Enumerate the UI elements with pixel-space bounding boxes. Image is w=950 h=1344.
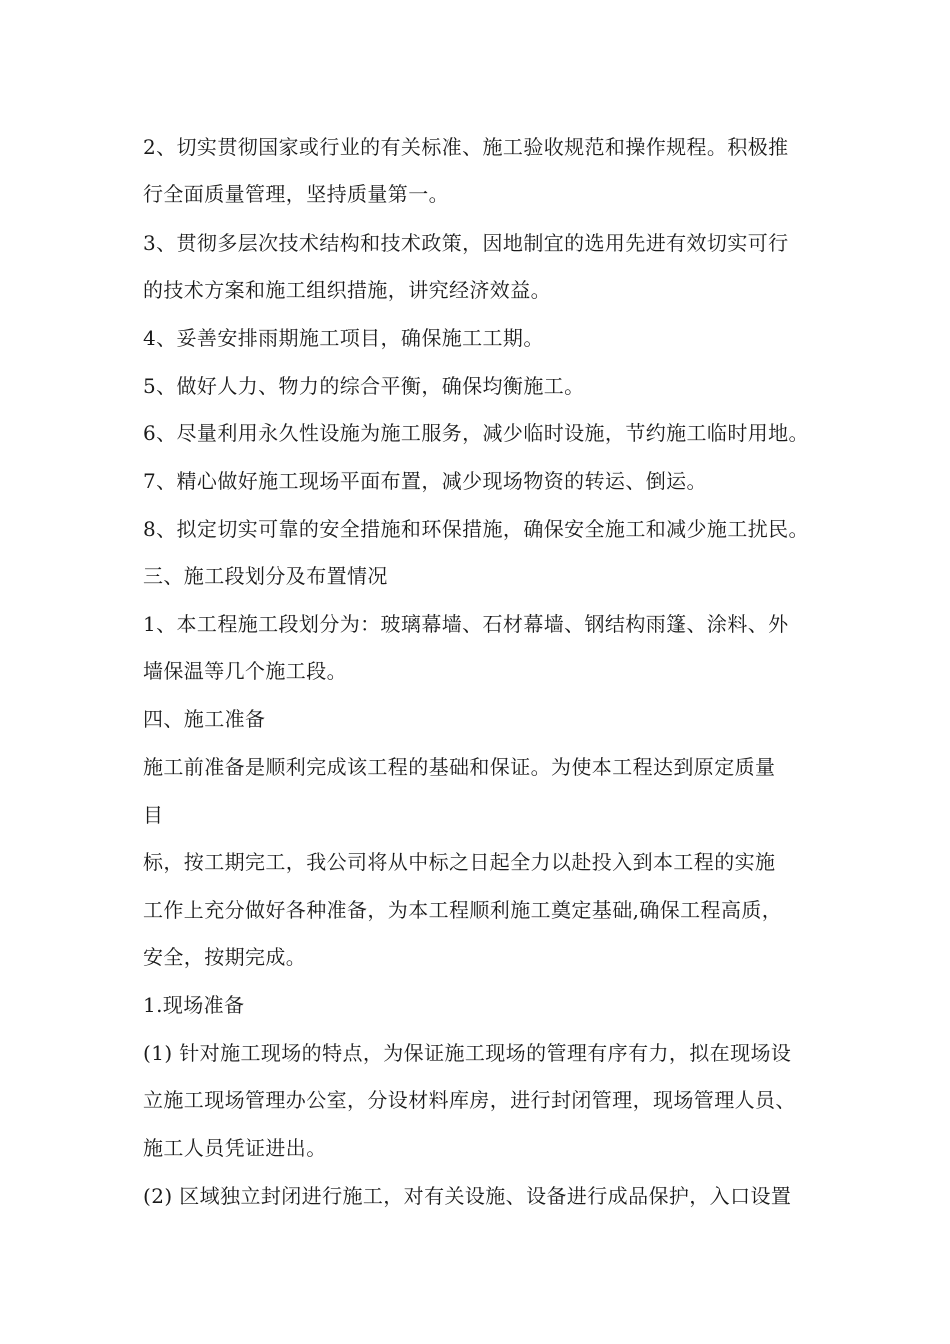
text-line: 安全，按期完成。 bbox=[143, 945, 307, 969]
text-line: 4、妥善安排雨期施工项目，确保施工工期。 bbox=[143, 326, 544, 350]
text-line: (1) 针对施工现场的特点，为保证施工现场的管理有序有力，拟在现场设 bbox=[143, 1041, 792, 1065]
text-line: 1、本工程施工段划分为：玻璃幕墙、石材幕墙、钢结构雨篷、涂料、外 bbox=[143, 612, 789, 636]
text-line: 目 bbox=[143, 803, 164, 827]
text-line: 的技术方案和施工组织措施，讲究经济效益。 bbox=[143, 278, 551, 302]
text-line: 7、精心做好施工现场平面布置，减少现场物资的转运、倒运。 bbox=[143, 469, 707, 493]
section-heading: 四、施工准备 bbox=[143, 707, 266, 731]
text-line: 墙保温等几个施工段。 bbox=[143, 659, 347, 683]
text-line: 标，按工期完工，我公司将从中标之日起全力以赴投入到本工程的实施 bbox=[143, 850, 776, 874]
text-line: (2) 区域独立封闭进行施工，对有关设施、设备进行成品保护，入口设置 bbox=[143, 1184, 792, 1208]
text-line: 2、切实贯彻国家或行业的有关标准、施工验收规范和操作规程。积极推 bbox=[143, 135, 789, 159]
text-line: 3、贯彻多层次技术结构和技术政策，因地制宜的选用先进有效切实可行 bbox=[143, 231, 789, 255]
text-line: 5、做好人力、物力的综合平衡，确保均衡施工。 bbox=[143, 374, 585, 398]
text-line: 施工人员凭证进出。 bbox=[143, 1136, 327, 1160]
text-line: 行全面质量管理，坚持质量第一。 bbox=[143, 182, 449, 206]
subsection-heading: 1.现场准备 bbox=[143, 993, 245, 1017]
section-heading: 三、施工段划分及布置情况 bbox=[143, 564, 388, 588]
text-line: 施工前准备是顺利完成该工程的基础和保证。为使本工程达到原定质量 bbox=[143, 755, 776, 779]
text-line: 工作上充分做好各种准备，为本工程顺利施工奠定基础,确保工程高质， bbox=[143, 898, 783, 922]
text-line: 8、拟定切实可靠的安全措施和环保措施，确保安全施工和减少施工扰民。 bbox=[143, 517, 809, 541]
text-line: 立施工现场管理办公室，分设材料库房，进行封闭管理，现场管理人员、 bbox=[143, 1088, 796, 1112]
text-line: 6、尽量利用永久性设施为施工服务，减少临时设施，节约施工临时用地。 bbox=[143, 421, 809, 445]
